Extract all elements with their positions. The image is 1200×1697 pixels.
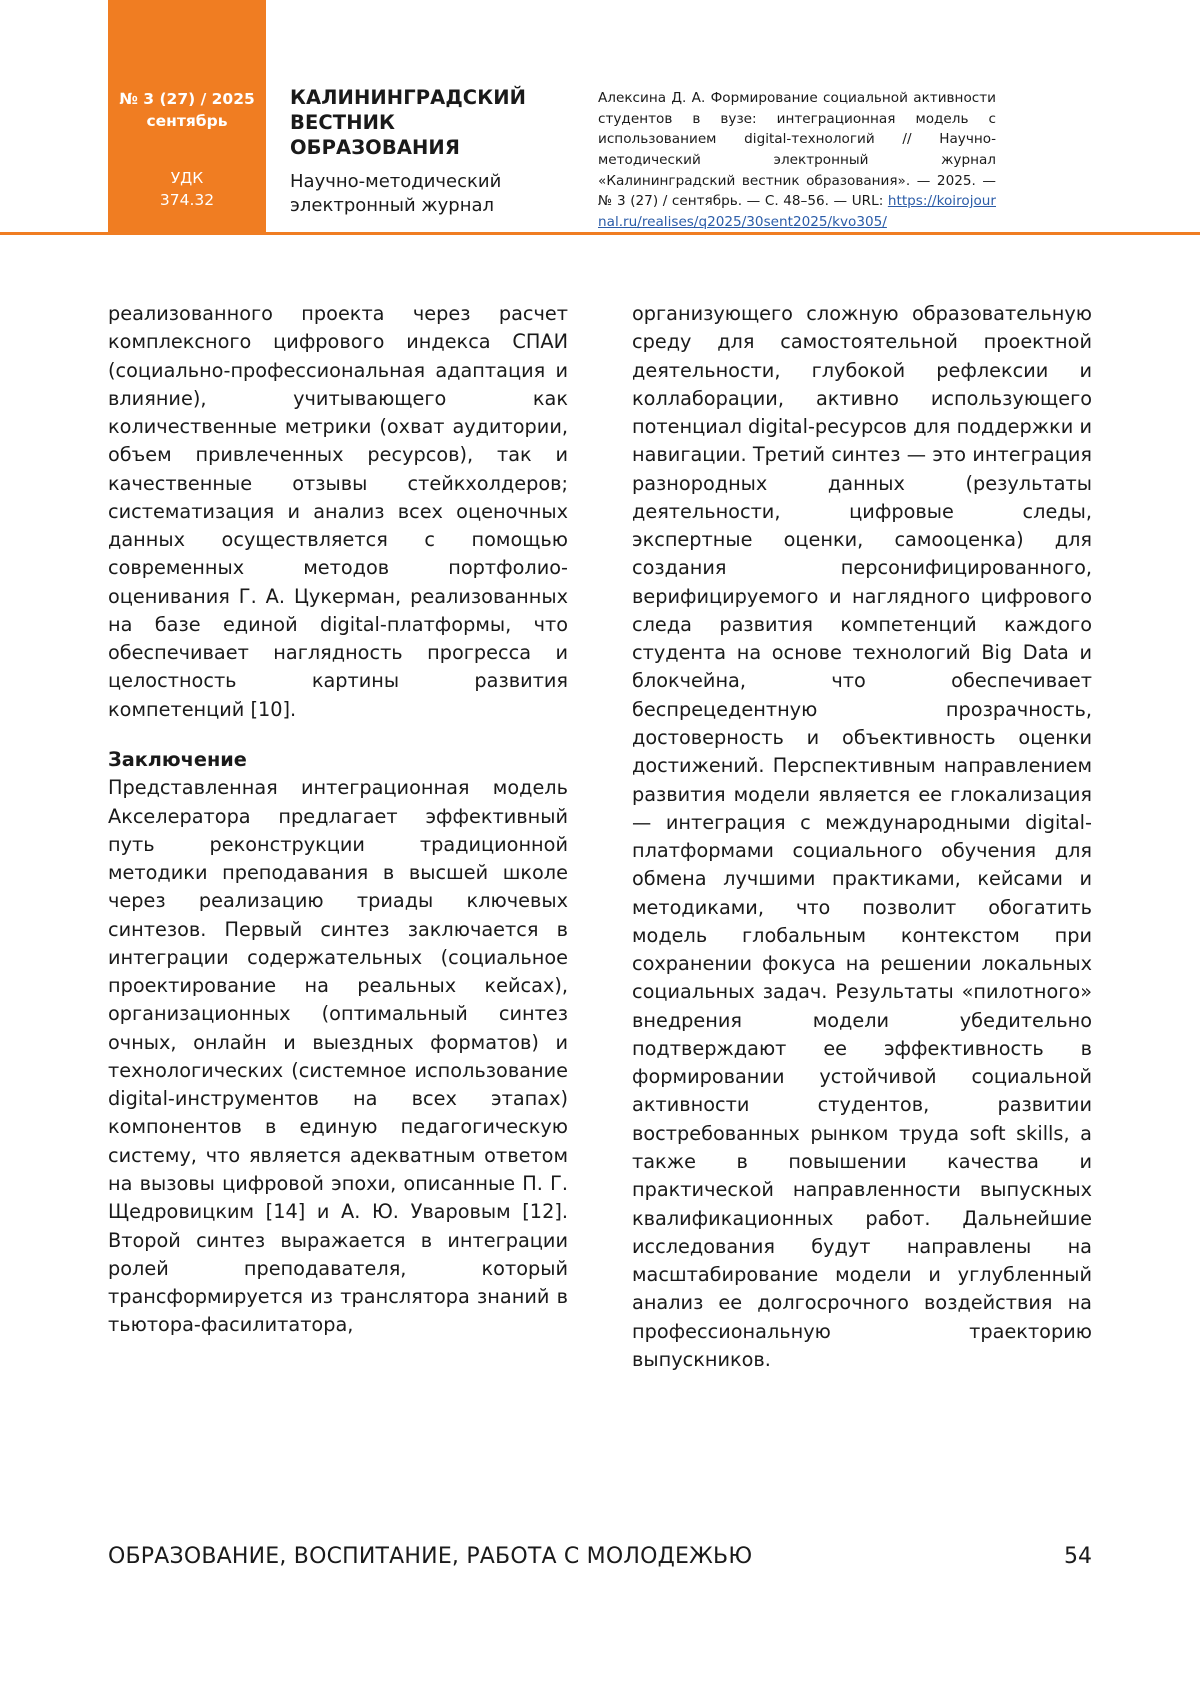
right-column — [632, 300, 1092, 1374]
citation-block — [598, 88, 996, 233]
header-divider — [0, 232, 1200, 235]
footer-section-title: ОБРАЗОВАНИЕ, ВОСПИТАНИЕ, РАБОТА С МОЛОДЕЖЬЮ — [108, 1544, 753, 1569]
article-body — [0, 300, 1200, 1374]
paragraph-left-2: Представленная интеграционная модель Акселератора предлагает эффективный путь реконструкции традиционной методики преподавания в высшей школе через реализацию триады ключевых синтезов. Первый синтез заключается в интеграции содержательных (социальное проектирование на реальных кейсах), организационных (оптимальный синтез очных, онлайн и выездных форматов) и технологических (системное использование digital-инструментов на всех этапах) компонентов в единую педагогическую систему, что является адекватным ответом на вызовы цифровой эпохи, описанные П. Г. Щедровицким [14] и А. Ю. Уваровым [12]. Второй синтез выражается в интеграции ролей преподавателя, который трансформируется из транслятора знаний в тьютора-фасилитатора, — [108, 776, 568, 1337]
citation-url-link[interactable]: https://koirojournal.ru/realises/q2025/30sent2025/kvo305/ — [598, 193, 996, 230]
left-column — [108, 300, 568, 1374]
journal-title-block — [290, 86, 560, 217]
citation-text: Алексина Д. А. Формирование социальной активности студентов в вузе: интеграционная модель с использованием digital-технологий // Научно-методический электронный журнал «Калининградский вестник образования». — 2025. — № 3 (27) / сентябрь. — С. 48–56. — URL: — [598, 90, 996, 210]
page-number: 54 — [1064, 1544, 1092, 1569]
two-column-layout — [108, 300, 1092, 1374]
section-heading-conclusion: Заключение — [108, 747, 247, 771]
journal-title-line-2: ВЕСТНИК ОБРАЗОВАНИЯ — [290, 110, 460, 159]
page-footer — [0, 1544, 1200, 1569]
journal-subtitle-line-2: электронный журнал — [290, 194, 495, 216]
udk-value: 374.32 — [159, 191, 215, 210]
paragraph-left-1: реализованного проекта через расчет комплексного цифрового индекса СПАИ (социально-профессиональная адаптация и влияние), учитывающего как количественные метрики (охват аудитории, объем привлеченных ресурсов), так и качественные отзывы стейкхолдеров; систематизация и анализ всех оценочных данных осуществляется с помощью современных методов портфолио-оценивания Г. А. Цукерман, реализованных на базе единой digital-платформы, что обеспечивает наглядность прогресса и целостность картины развития компетенций [10]. — [108, 302, 568, 721]
journal-subtitle-line-1: Научно-методический — [290, 171, 502, 193]
journal-title-line-1: КАЛИНИНГРАДСКИЙ — [290, 86, 527, 109]
journal-subtitle — [290, 170, 560, 217]
udk-label: УДК — [170, 168, 204, 187]
issue-number: № 3 (27) / 2025 — [119, 90, 255, 108]
page-header — [0, 0, 1200, 250]
issue-month: сентябрь — [146, 112, 228, 131]
paragraph-right-1: организующего сложную образовательную среду для самостоятельной проектной деятельности, глубокой рефлексии и коллаборации, активно использующего потенциал digital-ресурсов для поддержки и навигации. Третий синтез — это интеграция разнородных данных (результаты деятельности, цифровые следы, экспертные оценки, самооценка) для создания персонифицированного, верифицируемого и наглядного цифрового следа развития компетенций каждого студента на основе технологий Big Data и блокчейна, что обеспечивает беспрецедентную прозрачность, достоверность и объективность оценки достижений. Перспективным направлением развития модели является ее глокализация — интеграция с международными digital-платформами социального обучения для обмена лучшими практиками, кейсами и методиками, что позволит обогатить модель глобальным контекстом при сохранении фокуса на решении локальных социальных задач. Результаты «пилотного» внедрения модели убедительно подтверждают ее эффективность в формировании устойчивой социальной активности студентов, развитии востребованных рынком труда soft skills, а также в повышении качества и практической направленности выпускных квалификационных работ. Дальнейшие исследования будут направлены на масштабирование модели и углубленный анализ ее долгосрочного воздействия на профессиональную траекторию выпускников. — [632, 302, 1092, 1371]
issue-badge — [108, 0, 266, 232]
journal-title — [290, 86, 560, 160]
